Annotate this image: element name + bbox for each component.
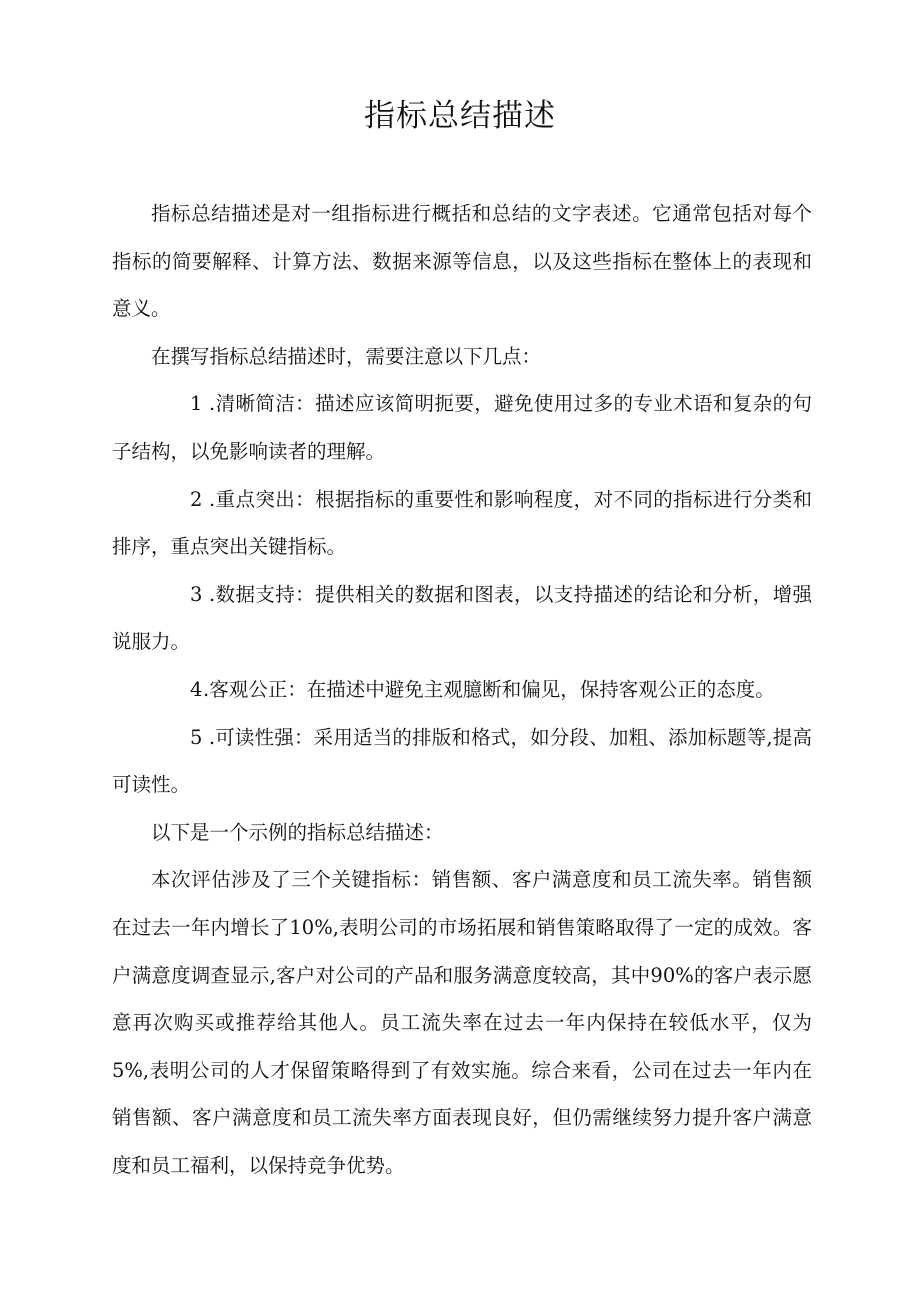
point-text-1: .清晰简洁：描述应该简明扼要，避免使用过多的专业术语和复杂的句子结构，以免影响读者的理解。 [112,392,812,463]
point-item-3 [112,571,812,666]
point-number-1: 1 [190,392,203,416]
point-text-2: .重点突出：根据指标的重要性和影响程度，对不同的指标进行分类和排序，重点突出关键指标。 [112,487,812,559]
point-number-2: 2 [190,487,203,511]
point-item-4 [112,666,812,714]
point-item-1 [112,380,812,475]
example-intro-paragraph: 以下是一个示例的指标总结描述： [151,820,444,844]
point-text-4: .客观公正：在描述中避免主观臆断和偏见，保持客观公正的态度。 [203,677,775,701]
point-text-3: .数据支持：提供相关的数据和图表，以支持描述的结论和分析，增强说服力。 [112,582,812,654]
point-number-3: 3 [190,582,203,606]
point-number-5: 5 [190,725,203,749]
point-number-4: 4 [190,677,203,701]
point-text-5: .可读性强：采用适当的排版和格式，如分段、加粗、添加标题等,提高可读性。 [112,725,812,797]
points-intro-paragraph: 在撰写指标总结描述时，需要注意以下几点： [151,344,542,368]
example-paragraph: 本次评估涉及了三个关键指标：销售额、客户满意度和员工流失率。销售额在过去一年内增长了10%,表明公司的市场拓展和销售策略取得了一定的成效。客户满意度调查显示,客户对公司的产品和服务满意度较高，其中90%的客户表示愿意再次购买或推荐给其他人。员工流失率在过去一年内保持在较低水平，仅为5%,表明公司的人才保留策略得到了有效实施。综合来看，公司在过去一年内在销售额、客户满意度和员工流失率方面表现良好，但仍需继续努力提升客户满意度和员工福利，以保持竞争优势。 [112,868,812,1177]
document-title: 指标总结描述 [364,98,556,134]
point-item-2 [112,476,812,571]
point-item-5 [112,714,812,809]
intro-paragraph: 指标总结描述是对一组指标进行概括和总结的文字表述。它通常包括对每个指标的简要解释、计算方法、数据来源等信息，以及这些指标在整体上的表现和意义。 [112,202,812,321]
document-body [112,190,812,1189]
